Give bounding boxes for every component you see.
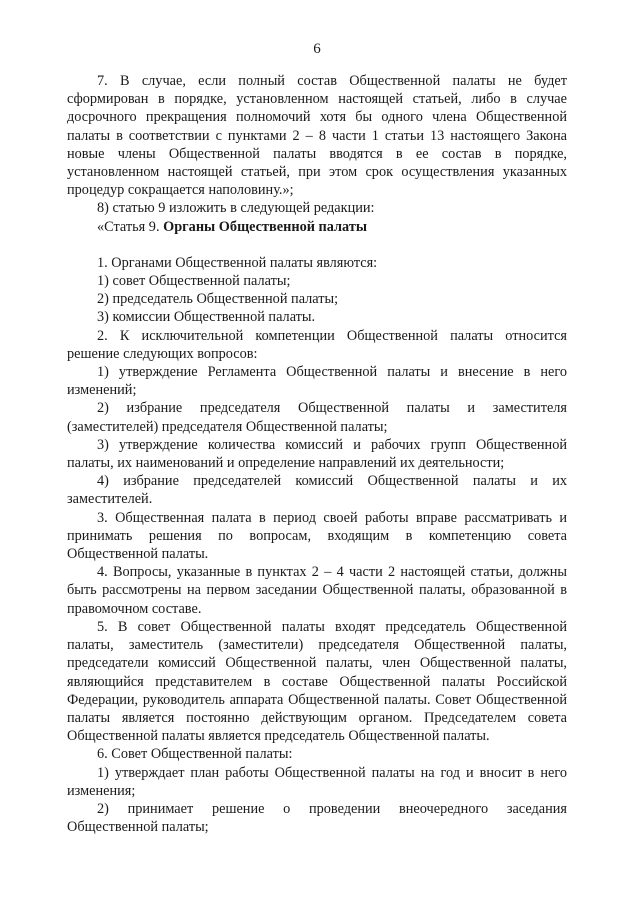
body-paragraph: 2) избрание председателя Общественной палаты и заместителя (заместителей) председателя Общественной палаты; bbox=[67, 400, 567, 435]
body-paragraph: 1. Органами Общественной палаты являются: bbox=[97, 254, 378, 271]
body-paragraph: 2) принимает решение о проведении внеочередного заседания Общественной палаты; bbox=[67, 800, 567, 836]
body-paragraph: 3. Общественная палата в период своей работы вправе рассматривать и принимать решения по вопросам, входящим в компетенцию совета Общественной палаты. bbox=[67, 509, 567, 563]
body-paragraph: 2. К исключительной компетенции Общественной палаты относится решение следующих вопросов: bbox=[67, 327, 567, 362]
body-paragraph: 6. Совет Общественной палаты: bbox=[97, 746, 293, 763]
body-paragraph: 5. В совет Общественной палаты входят председатель Общественной палаты, заместитель (заместители) председателя Общественной палаты, председатели комиссий Общественной палаты, член Общественной палаты, являющийся представителем в составе Общественной палаты Российской Федерации, руководитель аппарата Общественной палаты. Совет Общественной палаты является постоянно действующим органом. Председателем совета Общественной палаты является председатель Общественной палаты. bbox=[67, 618, 567, 745]
paragraph-amendment-8: 8) статью 9 изложить в следующей редакции: bbox=[97, 200, 375, 217]
body-paragraph: 1) утверждение Регламента Общественной палаты и внесение в него изменений; bbox=[67, 364, 567, 399]
body-paragraph: 3) комиссии Общественной палаты. bbox=[97, 309, 316, 326]
document-page bbox=[67, 40, 567, 836]
page-number: 6 bbox=[313, 41, 321, 57]
body-paragraph: 4) избрание председателей комиссий Общественной палаты и их заместителей. bbox=[67, 473, 567, 508]
paragraph-clause-7: 7. В случае, если полный состав Общественной палаты не будет сформирован в порядке, установленном настоящей статьей, либо в случае досрочного прекращения полномочий хотя бы одного члена Общественной палаты в соответствии с пунктами 2 – 8 части 1 статьи 13 настоящего Закона новые члены Общественной палаты вводятся в ее состав в порядке, установленном настоящей статьей, при этом срок осуществления указанных процедур сокращается наполовину.»; bbox=[67, 73, 567, 199]
body-paragraph: 3) утверждение количества комиссий и рабочих групп Общественной палаты, их наименований и определение направлений их деятельности; bbox=[67, 436, 567, 472]
body-paragraph: 1) совет Общественной палаты; bbox=[97, 273, 291, 290]
body-paragraph: 4. Вопросы, указанные в пунктах 2 – 4 части 2 настоящей статьи, должны быть рассмотрены на первом заседании Общественной палаты, образованной в правомочном составе. bbox=[67, 564, 567, 617]
article-heading-prefix: «Статья 9. bbox=[97, 218, 164, 235]
body-paragraph: 1) утверждает план работы Общественной палаты на год и вносит в него изменения; bbox=[67, 764, 567, 799]
body-paragraph: 2) председатель Общественной палаты; bbox=[97, 291, 339, 308]
article-heading-title: Органы Общественной палаты bbox=[163, 218, 368, 235]
article-heading bbox=[67, 218, 567, 236]
blank-line bbox=[67, 236, 567, 254]
